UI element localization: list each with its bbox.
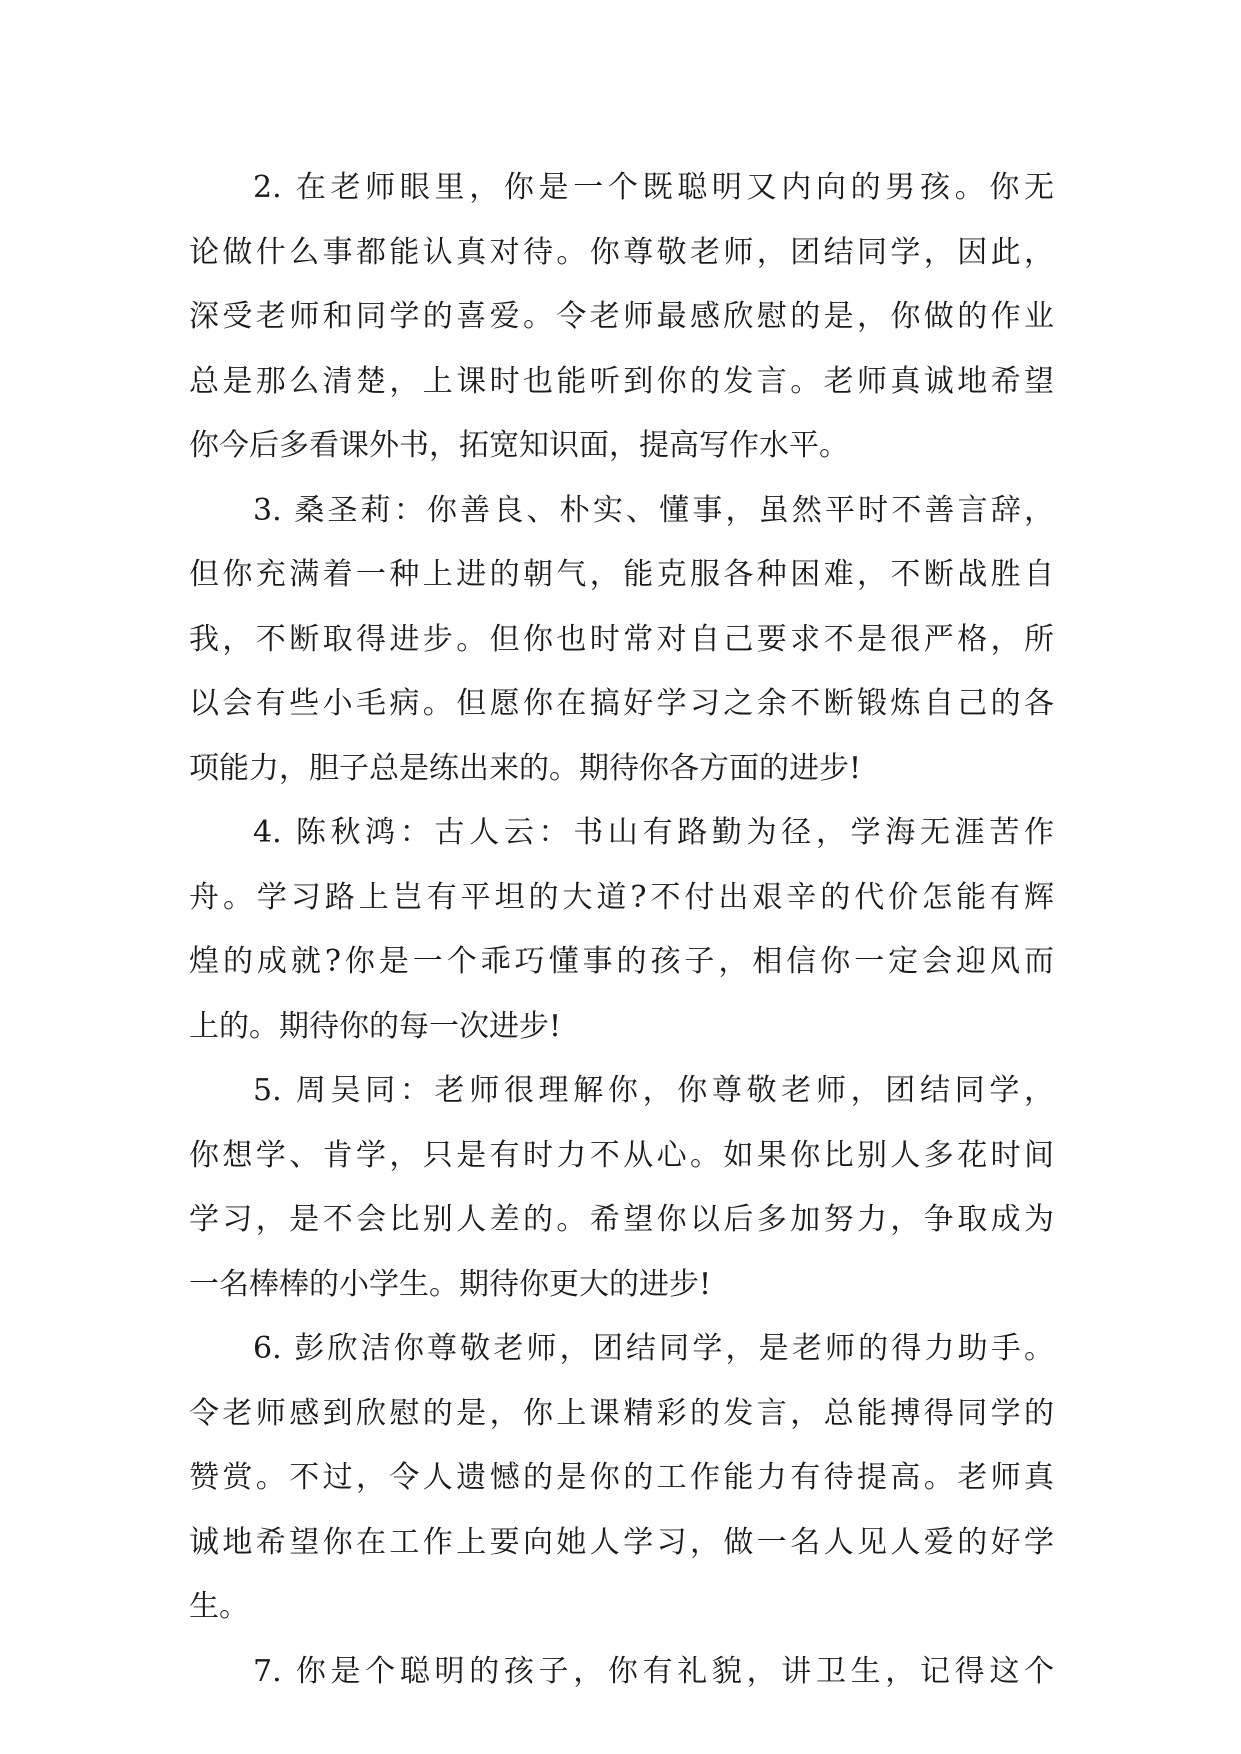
paragraph-line: 一名棒棒的小学生。期待你更大的进步! bbox=[189, 1266, 712, 1302]
paragraph-line: 3. 桑圣莉：你善良、朴实、懂事，虽然平时不善言辞， bbox=[253, 492, 1054, 528]
paragraph-4 bbox=[189, 801, 1054, 1059]
paragraph-line: 深受老师和同学的喜爱。令老师最感欣慰的是，你做的作业 bbox=[189, 299, 1054, 334]
paragraph-line: 2. 在老师眼里，你是一个既聪明又内向的男孩。你无 bbox=[253, 170, 1054, 205]
paragraph-line: 舟。学习路上岂有平坦的大道?不付出艰辛的代价怎能有辉 bbox=[189, 879, 1054, 915]
paragraph-line: 诚地希望你在工作上要向她人学习，做一名人见人爱的好学 bbox=[189, 1524, 1054, 1560]
paragraph-line: 7. 你是个聪明的孩子，你有礼貌，讲卫生，记得这个 bbox=[253, 1653, 1054, 1689]
paragraph-6 bbox=[189, 1317, 1054, 1640]
paragraph-line: 煌的成就?你是一个乖巧懂事的孩子，相信你一定会迎风而 bbox=[189, 944, 1054, 979]
paragraph-line: 生。 bbox=[189, 1589, 249, 1624]
paragraph-line: 总是那么清楚，上课时也能听到你的发言。老师真诚地希望 bbox=[189, 363, 1054, 399]
paragraph-line: 上的。期待你的每一次进步! bbox=[189, 1008, 562, 1044]
paragraph-line: 以会有些小毛病。但愿你在搞好学习之余不断锻炼自己的各 bbox=[189, 686, 1054, 721]
paragraph-line: 论做什么事都能认真对待。你尊敬老师，团结同学，因此， bbox=[189, 234, 1054, 270]
paragraph-3 bbox=[189, 479, 1054, 802]
paragraph-line: 你今后多看课外书，拓宽知识面，提高写作水平。 bbox=[189, 428, 849, 463]
paragraph-line: 学习，是不会比别人差的。希望你以后多加努力，争取成为 bbox=[189, 1202, 1054, 1237]
paragraph-line: 你想学、肯学，只是有时力不从心。如果你比别人多花时间 bbox=[189, 1137, 1054, 1173]
paragraph-line: 5. 周吴同：老师很理解你，你尊敬老师，团结同学， bbox=[253, 1073, 1054, 1108]
paragraph-line: 赞赏。不过，令人遗憾的是你的工作能力有待提高。老师真 bbox=[189, 1460, 1054, 1495]
paragraph-7 bbox=[189, 1640, 1054, 1705]
paragraph-line: 我，不断取得进步。但你也时常对自己要求不是很严格，所 bbox=[189, 621, 1054, 657]
paragraph-line: 6. 彭欣洁你尊敬老师，团结同学，是老师的得力助手。 bbox=[253, 1331, 1054, 1366]
paragraph-2 bbox=[189, 156, 1054, 479]
paragraph-line: 令老师感到欣慰的是，你上课精彩的发言，总能搏得同学的 bbox=[189, 1395, 1054, 1431]
paragraph-line: 但你充满着一种上进的朝气，能克服各种困难，不断战胜自 bbox=[189, 557, 1054, 592]
paragraph-line: 项能力，胆子总是练出来的。期待你各方面的进步! bbox=[189, 750, 862, 786]
paragraph-line: 4. 陈秋鸿：古人云：书山有路勤为径，学海无涯苦作 bbox=[253, 815, 1054, 850]
paragraph-5 bbox=[189, 1059, 1054, 1317]
body-text bbox=[189, 156, 1054, 1704]
